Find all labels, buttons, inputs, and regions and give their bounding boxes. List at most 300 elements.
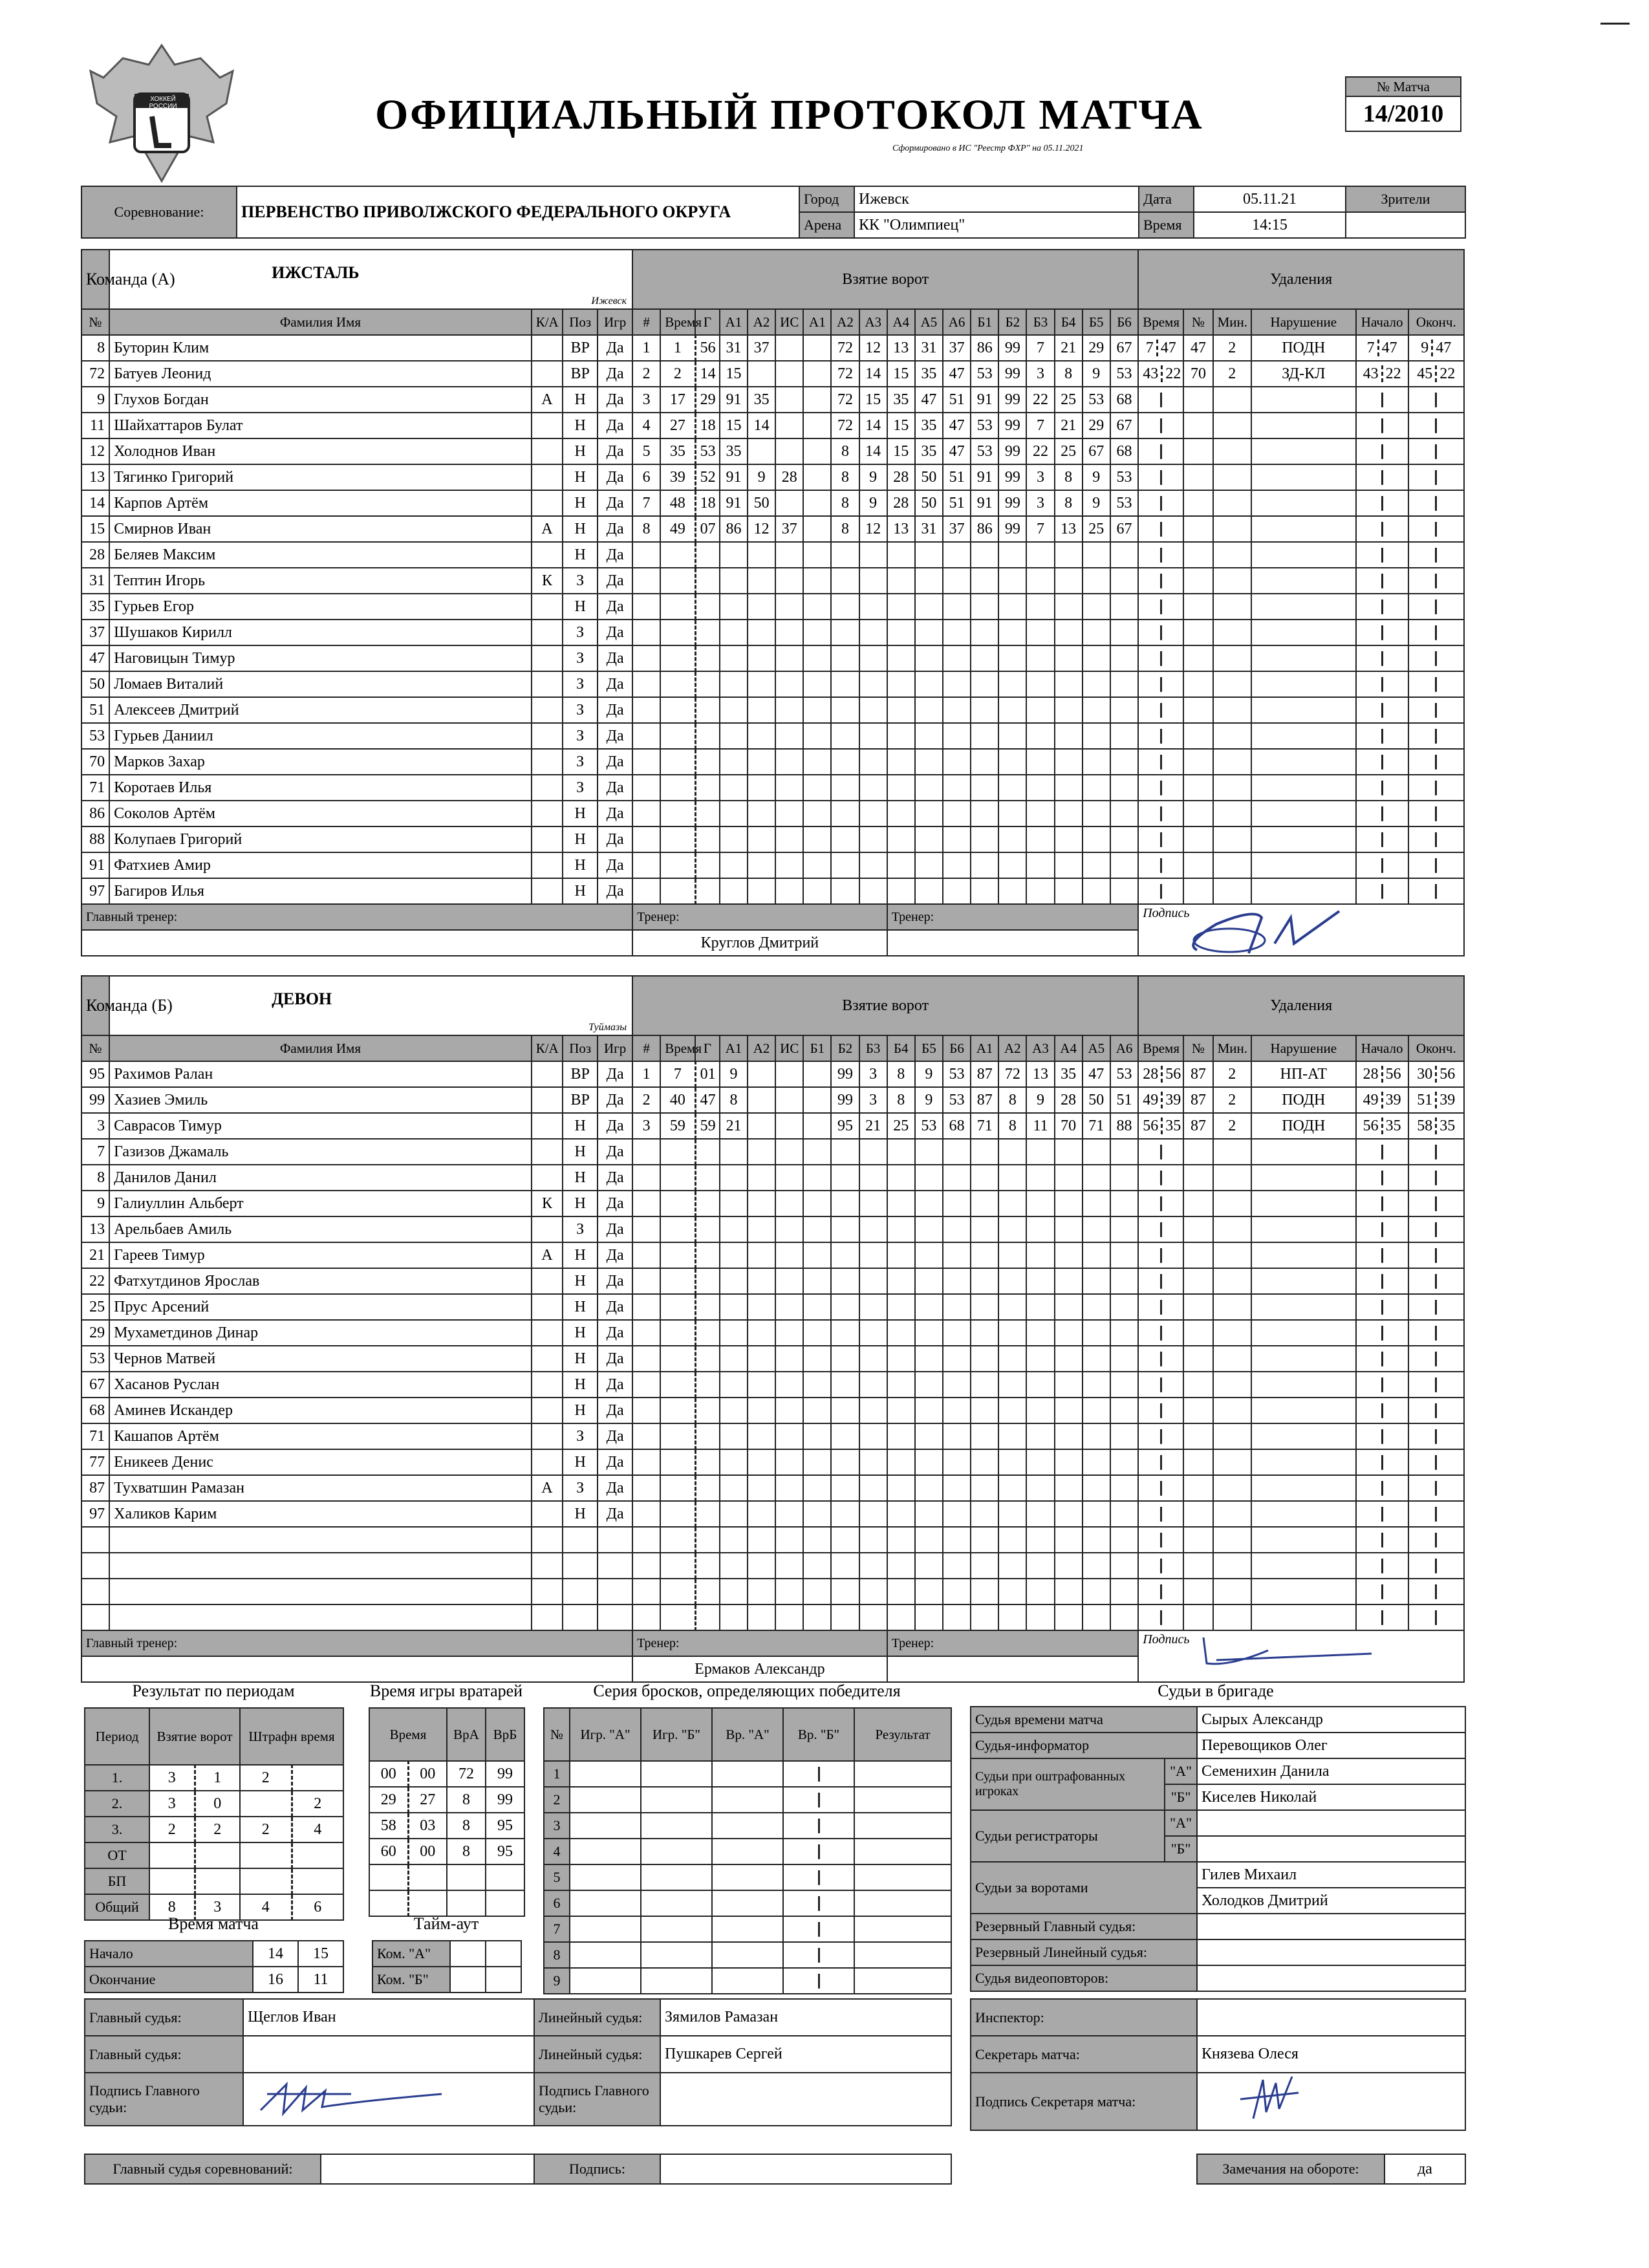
goal-cell <box>859 1191 887 1216</box>
pen-player: 87 <box>1183 1087 1212 1113</box>
pen-start <box>1356 1191 1408 1216</box>
goal-cell <box>998 1475 1026 1501</box>
signature-secretary <box>1202 2073 1331 2125</box>
goal-cell <box>695 671 720 697</box>
col-oncourt: А3 <box>1026 1035 1054 1061</box>
player-captain <box>532 1346 563 1372</box>
goal-cell <box>859 775 887 801</box>
period-row <box>85 1791 343 1817</box>
pen-minutes <box>1213 1216 1251 1242</box>
col-goal-time: Время <box>660 1035 695 1061</box>
goal-cell: 47 <box>943 361 971 387</box>
player-captain: А <box>532 1475 563 1501</box>
goal-cell: 99 <box>998 438 1026 464</box>
player-plays: Да <box>598 801 632 826</box>
player-plays: Да <box>598 1320 632 1346</box>
col-pen-min: Мин. <box>1213 1035 1251 1061</box>
goal-cell <box>720 697 748 723</box>
goal-cell <box>887 645 915 671</box>
goal-cell <box>748 1346 775 1372</box>
ref-res-main-label: Резервный Главный судья: <box>971 1914 1197 1939</box>
time: 14:15 <box>1194 212 1346 238</box>
goal-cell <box>971 878 998 904</box>
goal-cell <box>632 1398 660 1423</box>
goal-cell: 1 <box>632 1061 660 1087</box>
goal-cell <box>887 1372 915 1398</box>
goal-cell <box>1055 1449 1083 1475</box>
match-time-table <box>84 1940 344 1993</box>
goal-cell <box>943 671 971 697</box>
pen-time <box>1138 620 1183 645</box>
pen-end <box>1408 464 1464 490</box>
pen-end <box>1408 749 1464 775</box>
player-plays: Да <box>598 1191 632 1216</box>
info-table <box>81 186 1466 239</box>
pen-player <box>1183 413 1212 438</box>
goal-cell <box>1026 801 1054 826</box>
goal-cell <box>1026 620 1054 645</box>
shootout-cell <box>712 1787 783 1813</box>
goalie-value: 00 <box>408 1839 447 1864</box>
goal-cell <box>1026 1579 1054 1604</box>
player-plays: Да <box>598 1346 632 1372</box>
pen-start <box>1356 620 1408 645</box>
team-city: Ижевск <box>591 296 627 307</box>
shootout-cell <box>570 1839 641 1864</box>
goal-cell <box>803 1191 831 1216</box>
period-value: 6 <box>292 1894 343 1920</box>
goal-cell <box>1026 594 1054 620</box>
ref-goal-1: Гилев Михаил <box>1197 1862 1465 1888</box>
player-number: 67 <box>81 1372 109 1398</box>
pen-start <box>1356 438 1408 464</box>
period-value: 3 <box>149 1791 195 1817</box>
goal-cell <box>660 1346 695 1372</box>
player-position: Н <box>563 1449 598 1475</box>
goal-cell <box>632 568 660 594</box>
goal-cell: 47 <box>695 1087 720 1113</box>
col-pen-no: № <box>1183 309 1212 335</box>
goal-cell <box>998 826 1026 852</box>
goal-cell <box>831 1553 859 1579</box>
goalie-value <box>408 1890 447 1916</box>
goal-cell <box>971 542 998 568</box>
col-pen-infraction: Нарушение <box>1251 1035 1356 1061</box>
col-oncourt: А5 <box>1083 1035 1110 1061</box>
goal-cell <box>748 1165 775 1191</box>
col-pen-infraction: Нарушение <box>1251 309 1356 335</box>
goal-cell <box>632 1191 660 1216</box>
col-oncourt: Б1 <box>971 309 998 335</box>
goal-cell <box>632 775 660 801</box>
coach2-label: Тренер: <box>887 1630 1138 1656</box>
goal-cell <box>887 671 915 697</box>
pen-infraction <box>1251 1553 1356 1579</box>
pen-time <box>1138 801 1183 826</box>
goal-cell <box>803 1061 831 1087</box>
player-number: 22 <box>81 1268 109 1294</box>
pen-start <box>1356 1087 1408 1113</box>
period-value <box>240 1791 292 1817</box>
player-number: 53 <box>81 1346 109 1372</box>
pen-minutes <box>1213 1423 1251 1449</box>
goal-cell <box>1110 542 1138 568</box>
goal-cell <box>831 1216 859 1242</box>
pen-minutes <box>1213 1191 1251 1216</box>
goal-cell: 3 <box>1026 361 1054 387</box>
pen-infraction <box>1251 723 1356 749</box>
pen-player <box>1183 1604 1212 1630</box>
col-oncourt: А1 <box>971 1035 998 1061</box>
pen-end <box>1408 1242 1464 1268</box>
player-captain <box>532 1139 563 1165</box>
goal-cell <box>1110 1579 1138 1604</box>
pen-infraction <box>1251 1423 1356 1449</box>
player-name: Еникеев Денис <box>109 1449 532 1475</box>
goal-cell <box>775 697 803 723</box>
goal-cell <box>1083 1449 1110 1475</box>
player-row <box>81 1579 1464 1604</box>
player-position: Н <box>563 1294 598 1320</box>
player-name: Халиков Карим <box>109 1501 532 1527</box>
team-city: Туймазы <box>588 1022 627 1033</box>
goal-cell <box>1055 1553 1083 1579</box>
player-number: 72 <box>81 361 109 387</box>
goal-cell <box>1026 1165 1054 1191</box>
goal-cell <box>831 568 859 594</box>
goal-cell <box>803 697 831 723</box>
player-captain <box>532 464 563 490</box>
goal-cell <box>943 697 971 723</box>
pen-infraction <box>1251 878 1356 904</box>
goal-cell <box>695 1346 720 1372</box>
goal-cell <box>660 1165 695 1191</box>
period-value <box>292 1842 343 1868</box>
pen-start <box>1356 1398 1408 1423</box>
goal-cell: 31 <box>915 335 943 361</box>
goal-cell <box>803 1139 831 1165</box>
pen-end <box>1408 568 1464 594</box>
goal-cell: 8 <box>1055 464 1083 490</box>
goal-cell <box>720 1423 748 1449</box>
period-value: 2 <box>292 1791 343 1817</box>
player-plays <box>598 1604 632 1630</box>
goal-cell: 40 <box>660 1087 695 1113</box>
chief-table <box>84 2154 952 2185</box>
goal-cell: 31 <box>915 516 943 542</box>
pen-infraction <box>1251 671 1356 697</box>
goal-cell <box>943 1216 971 1242</box>
goal-cell <box>971 620 998 645</box>
match-start-h: 14 <box>253 1941 298 1967</box>
goal-cell <box>943 801 971 826</box>
player-name: Соколов Артём <box>109 801 532 826</box>
logo-text: ХОККЕЙ РОССИИ <box>149 96 177 110</box>
col-oncourt: Б2 <box>831 1035 859 1061</box>
goal-cell <box>1055 1475 1083 1501</box>
goal-cell <box>831 1294 859 1320</box>
pen-player <box>1183 801 1212 826</box>
pen-minutes <box>1213 1475 1251 1501</box>
pen-minutes <box>1213 697 1251 723</box>
pen-start <box>1356 852 1408 878</box>
goal-cell: 35 <box>915 361 943 387</box>
goal-cell <box>1083 1398 1110 1423</box>
pen-infraction <box>1251 1372 1356 1398</box>
goal-cell: 21 <box>720 1113 748 1139</box>
goal-cell <box>775 775 803 801</box>
pen-start <box>1356 749 1408 775</box>
goal-cell <box>695 878 720 904</box>
pen-time <box>1138 1475 1183 1501</box>
goal-cell <box>1026 1242 1054 1268</box>
player-name: Тягинко Григорий <box>109 464 532 490</box>
pen-end <box>1408 1372 1464 1398</box>
player-number: 8 <box>81 1165 109 1191</box>
goal-cell <box>720 1579 748 1604</box>
pen-minutes <box>1213 490 1251 516</box>
pen-end <box>1408 671 1464 697</box>
signature-coach-a <box>1178 905 1385 956</box>
goal-cell <box>1055 1579 1083 1604</box>
goal-cell <box>720 1191 748 1216</box>
goal-cell <box>915 1398 943 1423</box>
goal-cell: 28 <box>887 490 915 516</box>
goal-cell <box>1110 1449 1138 1475</box>
pen-start-m: 56 <box>1363 1117 1379 1134</box>
shootout-cell <box>570 1968 641 1994</box>
player-row <box>81 826 1464 852</box>
goal-cell: 39 <box>660 464 695 490</box>
player-position: Н <box>563 1165 598 1191</box>
shootout-cell <box>641 1813 712 1839</box>
pen-end-m: 9 <box>1421 339 1429 356</box>
team-label: Команда (Б) <box>81 976 109 1035</box>
pen-time <box>1138 645 1183 671</box>
pen-time <box>1138 1294 1183 1320</box>
player-number: 31 <box>81 568 109 594</box>
goal-cell <box>915 568 943 594</box>
pen-start <box>1356 1242 1408 1268</box>
goalie-value: 60 <box>369 1839 408 1864</box>
goal-cell <box>998 1165 1026 1191</box>
player-plays: Да <box>598 464 632 490</box>
goal-cell <box>831 1191 859 1216</box>
goal-cell <box>998 594 1026 620</box>
goal-cell <box>971 1191 998 1216</box>
col-a1: А1 <box>720 1035 748 1061</box>
player-row <box>81 361 1464 387</box>
pen-end-m: 51 <box>1417 1091 1433 1108</box>
goal-cell <box>915 878 943 904</box>
chief-label: Главный судья соревнований: <box>85 2154 321 2184</box>
goalie-title: Время игры вратарей <box>369 1681 523 1700</box>
goal-cell <box>660 568 695 594</box>
goal-cell <box>943 1501 971 1527</box>
goal-cell: 8 <box>831 516 859 542</box>
player-name: Шайхаттаров Булат <box>109 413 532 438</box>
player-number: 8 <box>81 335 109 361</box>
goal-cell <box>660 1216 695 1242</box>
goal-cell <box>1026 1423 1054 1449</box>
goal-cell <box>887 542 915 568</box>
goal-cell <box>632 749 660 775</box>
goal-cell <box>998 1216 1026 1242</box>
pen-minutes <box>1213 1604 1251 1630</box>
goal-cell <box>1026 1294 1054 1320</box>
goal-cell <box>695 645 720 671</box>
pen-end <box>1408 413 1464 438</box>
player-captain <box>532 1320 563 1346</box>
timeout-table <box>372 1940 522 1993</box>
goal-cell: 25 <box>1055 387 1083 413</box>
player-captain <box>532 1061 563 1087</box>
goal-cell: 8 <box>831 464 859 490</box>
col-oncourt: А6 <box>943 309 971 335</box>
goal-cell <box>915 1242 943 1268</box>
col-oncourt: Б6 <box>943 1035 971 1061</box>
period-label: Общий <box>85 1894 149 1920</box>
spectators-label: Зрители <box>1346 186 1465 212</box>
pen-infraction <box>1251 413 1356 438</box>
goal-cell <box>887 723 915 749</box>
goal-cell: 99 <box>998 464 1026 490</box>
col-oncourt: Б4 <box>1055 309 1083 335</box>
goal-cell <box>1083 1423 1110 1449</box>
coach2-value <box>887 930 1138 956</box>
goal-cell <box>660 826 695 852</box>
player-position: Н <box>563 878 598 904</box>
goal-cell <box>998 775 1026 801</box>
line-ref-2: Пушкарев Сергей <box>660 2036 951 2073</box>
goal-cell: 35 <box>1055 1061 1083 1087</box>
player-name <box>109 1527 532 1553</box>
goal-cell <box>1110 594 1138 620</box>
goal-cell <box>695 1398 720 1423</box>
goal-cell <box>859 1346 887 1372</box>
pen-minutes <box>1213 1268 1251 1294</box>
shootout-cell <box>854 1890 951 1916</box>
goal-cell <box>915 620 943 645</box>
pen-start <box>1356 464 1408 490</box>
period-value <box>195 1842 240 1868</box>
player-captain <box>532 697 563 723</box>
col-oncourt: А6 <box>1110 1035 1138 1061</box>
pen-player <box>1183 826 1212 852</box>
goal-cell <box>887 1475 915 1501</box>
goal-cell <box>632 1216 660 1242</box>
goal-cell <box>1055 620 1083 645</box>
goal-cell <box>803 775 831 801</box>
goal-cell <box>775 1294 803 1320</box>
goal-cell <box>998 568 1026 594</box>
goal-cell <box>803 801 831 826</box>
pen-start-s: 39 <box>1385 1091 1401 1108</box>
player-plays: Да <box>598 1242 632 1268</box>
goal-cell <box>803 1501 831 1527</box>
goal-cell <box>720 1346 748 1372</box>
goal-cell <box>971 1579 998 1604</box>
col-oncourt: А2 <box>831 309 859 335</box>
arena: КК "Олимпиец" <box>854 212 1139 238</box>
player-position: ВР <box>563 1061 598 1087</box>
goal-cell <box>1083 1294 1110 1320</box>
goal-cell <box>803 1449 831 1475</box>
pen-time <box>1138 1087 1183 1113</box>
pen-time <box>1138 1191 1183 1216</box>
goal-cell <box>1026 645 1054 671</box>
head-coach-value <box>81 1656 632 1682</box>
player-captain <box>532 438 563 464</box>
goal-cell <box>943 1191 971 1216</box>
goal-cell <box>632 542 660 568</box>
spectators <box>1346 212 1465 238</box>
player-position: Н <box>563 438 598 464</box>
pen-time <box>1138 723 1183 749</box>
goal-cell <box>632 878 660 904</box>
goal-cell <box>1110 1398 1138 1423</box>
player-name: Батуев Леонид <box>109 361 532 387</box>
goal-cell <box>1110 801 1138 826</box>
goal-cell: 53 <box>1110 490 1138 516</box>
goal-cell <box>1026 1320 1054 1346</box>
goal-cell <box>720 1398 748 1423</box>
goal-cell <box>1026 1268 1054 1294</box>
goal-cell <box>1026 1191 1054 1216</box>
goal-cell: 13 <box>887 335 915 361</box>
shootout-cell <box>783 1968 854 1994</box>
goal-cell <box>1026 1398 1054 1423</box>
goal-cell: 71 <box>1083 1113 1110 1139</box>
goal-cell <box>859 723 887 749</box>
shootout-number: 3 <box>544 1813 570 1839</box>
officials-table-left <box>84 1998 952 2126</box>
goal-cell <box>943 878 971 904</box>
goal-cell <box>803 1527 831 1553</box>
goal-cell <box>660 749 695 775</box>
pen-minutes <box>1213 723 1251 749</box>
player-row <box>81 387 1464 413</box>
pen-infraction <box>1251 464 1356 490</box>
goal-cell <box>803 542 831 568</box>
player-number: 95 <box>81 1061 109 1087</box>
goal-cell <box>803 723 831 749</box>
pen-minutes <box>1213 568 1251 594</box>
goal-cell <box>859 594 887 620</box>
head-coach-value <box>81 930 632 956</box>
goal-cell <box>660 1449 695 1475</box>
goal-cell: 13 <box>1055 516 1083 542</box>
pen-end <box>1408 852 1464 878</box>
goal-cell <box>1083 542 1110 568</box>
goalie-table <box>369 1707 525 1917</box>
pen-minutes <box>1213 749 1251 775</box>
goal-cell <box>998 1449 1026 1475</box>
goal-cell: 67 <box>1110 413 1138 438</box>
pen-player <box>1183 1346 1212 1372</box>
pen-start <box>1356 1372 1408 1398</box>
pen-start-s: 35 <box>1385 1117 1401 1134</box>
col-goal-time: Время <box>660 309 695 335</box>
pen-player <box>1183 568 1212 594</box>
player-position: З <box>563 620 598 645</box>
player-captain <box>532 594 563 620</box>
goal-cell <box>632 1475 660 1501</box>
pen-end <box>1408 1165 1464 1191</box>
goal-cell <box>859 1423 887 1449</box>
goal-cell: 91 <box>971 490 998 516</box>
goal-cell <box>632 1579 660 1604</box>
